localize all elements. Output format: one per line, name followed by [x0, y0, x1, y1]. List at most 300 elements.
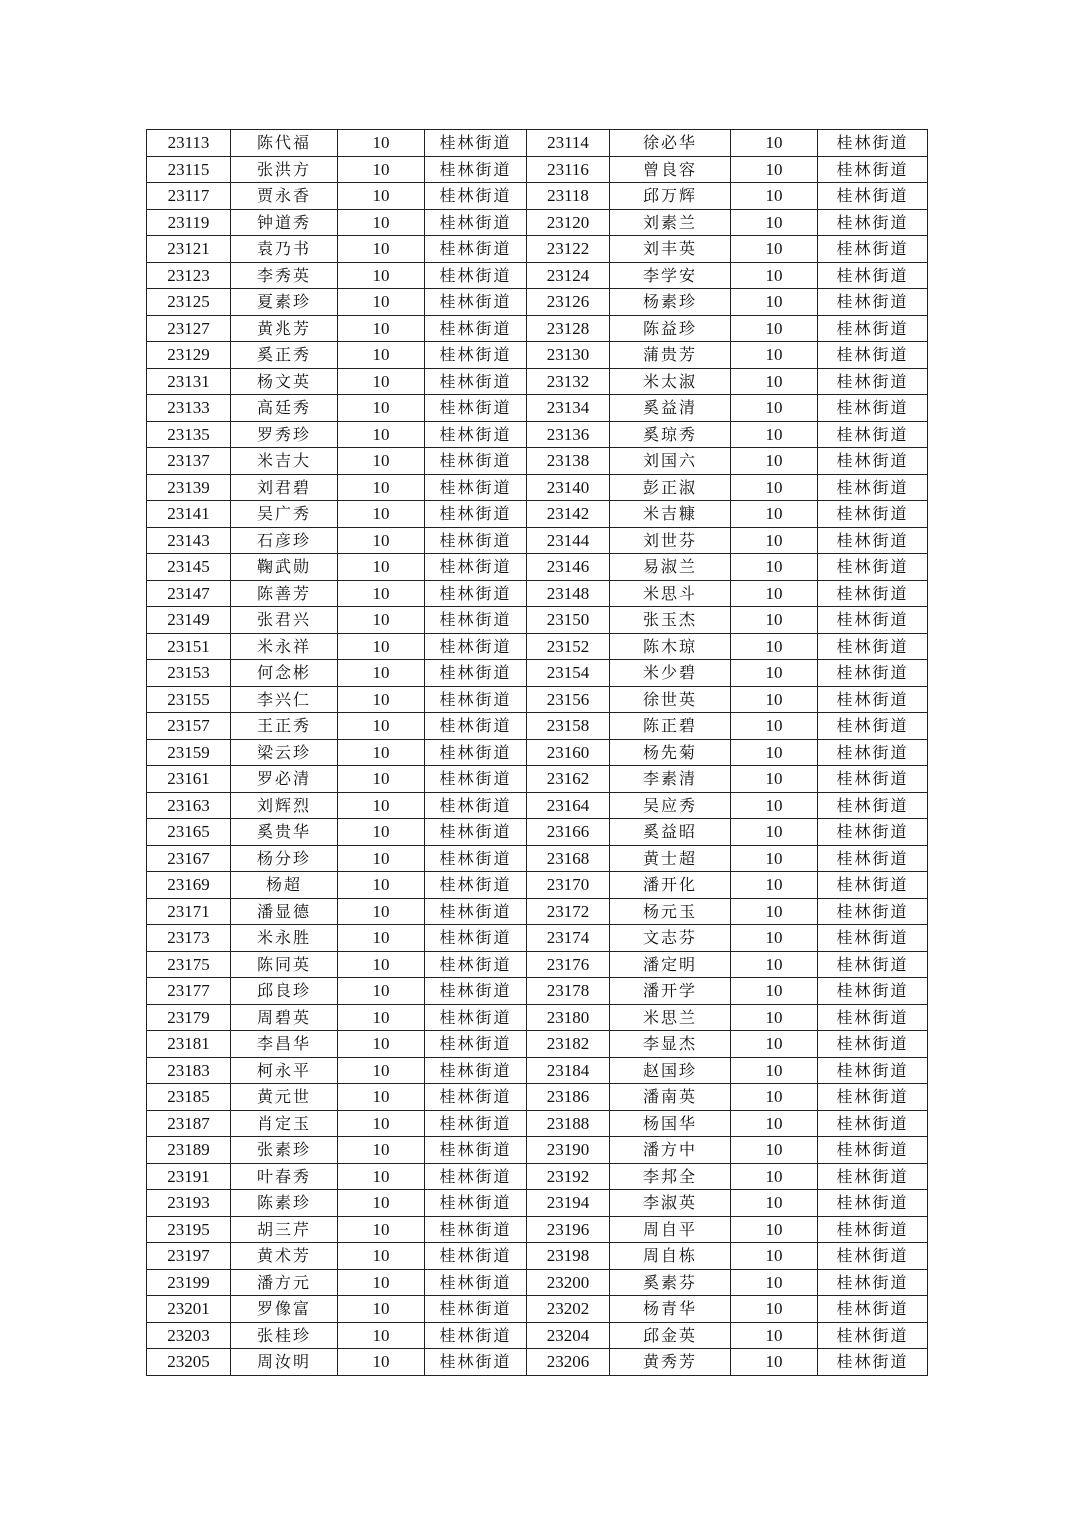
name-cell: 钟道秀 — [231, 209, 338, 236]
table-row — [147, 925, 928, 952]
area-cell: 桂林街道 — [425, 819, 527, 846]
area-cell: 桂林街道 — [818, 978, 928, 1005]
area-cell: 桂林街道 — [425, 580, 527, 607]
table-row — [147, 1216, 928, 1243]
amount-cell: 10 — [731, 236, 818, 263]
table-row — [147, 209, 928, 236]
amount-cell: 10 — [731, 925, 818, 952]
area-cell: 桂林街道 — [818, 1057, 928, 1084]
area-cell: 桂林街道 — [818, 501, 928, 528]
table-row — [147, 289, 928, 316]
amount-cell: 10 — [731, 713, 818, 740]
table-row — [147, 501, 928, 528]
amount-cell: 10 — [338, 739, 425, 766]
name-cell: 米太淑 — [610, 368, 731, 395]
table-row — [147, 1349, 928, 1376]
table-row — [147, 395, 928, 422]
name-cell: 刘国六 — [610, 448, 731, 475]
amount-cell: 10 — [731, 845, 818, 872]
id-cell: 23152 — [527, 633, 610, 660]
id-cell: 23171 — [147, 898, 231, 925]
id-cell: 23167 — [147, 845, 231, 872]
id-cell: 23153 — [147, 660, 231, 687]
amount-cell: 10 — [731, 501, 818, 528]
table-row — [147, 1296, 928, 1323]
name-cell: 李素清 — [610, 766, 731, 793]
roster-body — [147, 130, 928, 1376]
amount-cell: 10 — [338, 209, 425, 236]
area-cell: 桂林街道 — [425, 289, 527, 316]
amount-cell: 10 — [731, 633, 818, 660]
name-cell: 蒲贵芳 — [610, 342, 731, 369]
amount-cell: 10 — [338, 951, 425, 978]
amount-cell: 10 — [731, 1243, 818, 1270]
name-cell: 陈同英 — [231, 951, 338, 978]
id-cell: 23187 — [147, 1110, 231, 1137]
amount-cell: 10 — [731, 1269, 818, 1296]
table-row — [147, 872, 928, 899]
id-cell: 23176 — [527, 951, 610, 978]
amount-cell: 10 — [731, 448, 818, 475]
table-row — [147, 236, 928, 263]
amount-cell: 10 — [338, 1137, 425, 1164]
area-cell: 桂林街道 — [818, 209, 928, 236]
table-row — [147, 1322, 928, 1349]
amount-cell: 10 — [731, 951, 818, 978]
area-cell: 桂林街道 — [425, 1163, 527, 1190]
amount-cell: 10 — [731, 368, 818, 395]
area-cell: 桂林街道 — [425, 739, 527, 766]
id-cell: 23188 — [527, 1110, 610, 1137]
area-cell: 桂林街道 — [818, 156, 928, 183]
name-cell: 何念彬 — [231, 660, 338, 687]
amount-cell: 10 — [338, 501, 425, 528]
name-cell: 米少碧 — [610, 660, 731, 687]
area-cell: 桂林街道 — [818, 342, 928, 369]
amount-cell: 10 — [731, 421, 818, 448]
area-cell: 桂林街道 — [425, 1084, 527, 1111]
id-cell: 23121 — [147, 236, 231, 263]
id-cell: 23143 — [147, 527, 231, 554]
name-cell: 潘方元 — [231, 1269, 338, 1296]
amount-cell: 10 — [731, 686, 818, 713]
table-row — [147, 898, 928, 925]
id-cell: 23130 — [527, 342, 610, 369]
amount-cell: 10 — [338, 1110, 425, 1137]
area-cell: 桂林街道 — [818, 951, 928, 978]
amount-cell: 10 — [731, 1137, 818, 1164]
amount-cell: 10 — [731, 607, 818, 634]
id-cell: 23118 — [527, 183, 610, 210]
area-cell: 桂林街道 — [425, 421, 527, 448]
area-cell: 桂林街道 — [818, 686, 928, 713]
table-row — [147, 1243, 928, 1270]
area-cell: 桂林街道 — [818, 1243, 928, 1270]
name-cell: 奚正秀 — [231, 342, 338, 369]
table-row — [147, 156, 928, 183]
id-cell: 23191 — [147, 1163, 231, 1190]
area-cell: 桂林街道 — [818, 1084, 928, 1111]
amount-cell: 10 — [731, 1296, 818, 1323]
name-cell: 米吉大 — [231, 448, 338, 475]
name-cell: 张桂珍 — [231, 1322, 338, 1349]
amount-cell: 10 — [338, 819, 425, 846]
amount-cell: 10 — [338, 1296, 425, 1323]
area-cell: 桂林街道 — [818, 1269, 928, 1296]
id-cell: 23166 — [527, 819, 610, 846]
area-cell: 桂林街道 — [425, 845, 527, 872]
area-cell: 桂林街道 — [818, 527, 928, 554]
area-cell: 桂林街道 — [425, 527, 527, 554]
name-cell: 黄士超 — [610, 845, 731, 872]
id-cell: 23174 — [527, 925, 610, 952]
name-cell: 胡三芹 — [231, 1216, 338, 1243]
table-row — [147, 183, 928, 210]
name-cell: 杨先菊 — [610, 739, 731, 766]
amount-cell: 10 — [338, 660, 425, 687]
table-row — [147, 580, 928, 607]
id-cell: 23125 — [147, 289, 231, 316]
area-cell: 桂林街道 — [818, 1190, 928, 1217]
id-cell: 23124 — [527, 262, 610, 289]
amount-cell: 10 — [338, 342, 425, 369]
area-cell: 桂林街道 — [425, 633, 527, 660]
amount-cell: 10 — [338, 1031, 425, 1058]
id-cell: 23144 — [527, 527, 610, 554]
amount-cell: 10 — [731, 660, 818, 687]
area-cell: 桂林街道 — [425, 395, 527, 422]
amount-cell: 10 — [731, 289, 818, 316]
amount-cell: 10 — [338, 633, 425, 660]
name-cell: 文志芬 — [610, 925, 731, 952]
id-cell: 23172 — [527, 898, 610, 925]
area-cell: 桂林街道 — [425, 130, 527, 157]
id-cell: 23135 — [147, 421, 231, 448]
name-cell: 梁云珍 — [231, 739, 338, 766]
amount-cell: 10 — [338, 845, 425, 872]
table-row — [147, 633, 928, 660]
area-cell: 桂林街道 — [425, 315, 527, 342]
id-cell: 23146 — [527, 554, 610, 581]
area-cell: 桂林街道 — [818, 580, 928, 607]
area-cell: 桂林街道 — [818, 925, 928, 952]
id-cell: 23134 — [527, 395, 610, 422]
amount-cell: 10 — [731, 209, 818, 236]
area-cell: 桂林街道 — [818, 1004, 928, 1031]
name-cell: 黄元世 — [231, 1084, 338, 1111]
area-cell: 桂林街道 — [425, 1322, 527, 1349]
area-cell: 桂林街道 — [818, 660, 928, 687]
name-cell: 陈正碧 — [610, 713, 731, 740]
name-cell: 刘素兰 — [610, 209, 731, 236]
amount-cell: 10 — [731, 978, 818, 1005]
name-cell: 杨文英 — [231, 368, 338, 395]
id-cell: 23133 — [147, 395, 231, 422]
table-row — [147, 792, 928, 819]
table-row — [147, 951, 928, 978]
area-cell: 桂林街道 — [425, 156, 527, 183]
name-cell: 杨分珍 — [231, 845, 338, 872]
name-cell: 贾永香 — [231, 183, 338, 210]
area-cell: 桂林街道 — [425, 766, 527, 793]
name-cell: 李邦全 — [610, 1163, 731, 1190]
area-cell: 桂林街道 — [425, 1296, 527, 1323]
id-cell: 23205 — [147, 1349, 231, 1376]
area-cell: 桂林街道 — [425, 792, 527, 819]
amount-cell: 10 — [338, 792, 425, 819]
amount-cell: 10 — [338, 156, 425, 183]
area-cell: 桂林街道 — [425, 1349, 527, 1376]
amount-cell: 10 — [731, 315, 818, 342]
id-cell: 23182 — [527, 1031, 610, 1058]
id-cell: 23147 — [147, 580, 231, 607]
area-cell: 桂林街道 — [425, 713, 527, 740]
name-cell: 肖定玉 — [231, 1110, 338, 1137]
area-cell: 桂林街道 — [818, 262, 928, 289]
table-row — [147, 1269, 928, 1296]
table-row — [147, 474, 928, 501]
name-cell: 潘开化 — [610, 872, 731, 899]
id-cell: 23126 — [527, 289, 610, 316]
name-cell: 罗秀珍 — [231, 421, 338, 448]
id-cell: 23145 — [147, 554, 231, 581]
id-cell: 23129 — [147, 342, 231, 369]
name-cell: 张素珍 — [231, 1137, 338, 1164]
amount-cell: 10 — [731, 1349, 818, 1376]
name-cell: 潘定明 — [610, 951, 731, 978]
name-cell: 杨元玉 — [610, 898, 731, 925]
amount-cell: 10 — [731, 766, 818, 793]
area-cell: 桂林街道 — [425, 1243, 527, 1270]
id-cell: 23162 — [527, 766, 610, 793]
id-cell: 23141 — [147, 501, 231, 528]
id-cell: 23192 — [527, 1163, 610, 1190]
name-cell: 黄术芳 — [231, 1243, 338, 1270]
name-cell: 张洪方 — [231, 156, 338, 183]
id-cell: 23173 — [147, 925, 231, 952]
area-cell: 桂林街道 — [818, 1163, 928, 1190]
id-cell: 23168 — [527, 845, 610, 872]
id-cell: 23175 — [147, 951, 231, 978]
table-row — [147, 686, 928, 713]
area-cell: 桂林街道 — [425, 474, 527, 501]
name-cell: 邱万辉 — [610, 183, 731, 210]
id-cell: 23150 — [527, 607, 610, 634]
id-cell: 23201 — [147, 1296, 231, 1323]
id-cell: 23157 — [147, 713, 231, 740]
roster-table — [146, 129, 928, 1376]
area-cell: 桂林街道 — [818, 766, 928, 793]
area-cell: 桂林街道 — [425, 183, 527, 210]
id-cell: 23131 — [147, 368, 231, 395]
name-cell: 奚益昭 — [610, 819, 731, 846]
name-cell: 陈益珍 — [610, 315, 731, 342]
area-cell: 桂林街道 — [818, 792, 928, 819]
area-cell: 桂林街道 — [818, 1216, 928, 1243]
id-cell: 23185 — [147, 1084, 231, 1111]
id-cell: 23204 — [527, 1322, 610, 1349]
id-cell: 23202 — [527, 1296, 610, 1323]
name-cell: 潘开学 — [610, 978, 731, 1005]
amount-cell: 10 — [731, 130, 818, 157]
table-row — [147, 262, 928, 289]
amount-cell: 10 — [338, 925, 425, 952]
id-cell: 23136 — [527, 421, 610, 448]
id-cell: 23139 — [147, 474, 231, 501]
name-cell: 米吉糠 — [610, 501, 731, 528]
name-cell: 鞠武勋 — [231, 554, 338, 581]
amount-cell: 10 — [731, 395, 818, 422]
name-cell: 刘君碧 — [231, 474, 338, 501]
table-row — [147, 342, 928, 369]
table-row — [147, 845, 928, 872]
table-row — [147, 713, 928, 740]
area-cell: 桂林街道 — [818, 1349, 928, 1376]
amount-cell: 10 — [731, 1057, 818, 1084]
name-cell: 奚益清 — [610, 395, 731, 422]
amount-cell: 10 — [338, 554, 425, 581]
amount-cell: 10 — [731, 1110, 818, 1137]
id-cell: 23149 — [147, 607, 231, 634]
id-cell: 23116 — [527, 156, 610, 183]
id-cell: 23186 — [527, 1084, 610, 1111]
id-cell: 23115 — [147, 156, 231, 183]
name-cell: 周汝明 — [231, 1349, 338, 1376]
name-cell: 李淑英 — [610, 1190, 731, 1217]
area-cell: 桂林街道 — [425, 925, 527, 952]
amount-cell: 10 — [731, 554, 818, 581]
amount-cell: 10 — [338, 686, 425, 713]
id-cell: 23140 — [527, 474, 610, 501]
id-cell: 23137 — [147, 448, 231, 475]
amount-cell: 10 — [338, 978, 425, 1005]
amount-cell: 10 — [338, 421, 425, 448]
name-cell: 周自平 — [610, 1216, 731, 1243]
amount-cell: 10 — [731, 527, 818, 554]
name-cell: 潘方中 — [610, 1137, 731, 1164]
name-cell: 李兴仁 — [231, 686, 338, 713]
name-cell: 叶春秀 — [231, 1163, 338, 1190]
amount-cell: 10 — [731, 156, 818, 183]
name-cell: 李昌华 — [231, 1031, 338, 1058]
amount-cell: 10 — [338, 898, 425, 925]
id-cell: 23200 — [527, 1269, 610, 1296]
area-cell: 桂林街道 — [425, 448, 527, 475]
area-cell: 桂林街道 — [818, 421, 928, 448]
name-cell: 邱金英 — [610, 1322, 731, 1349]
amount-cell: 10 — [338, 236, 425, 263]
amount-cell: 10 — [731, 739, 818, 766]
amount-cell: 10 — [731, 898, 818, 925]
area-cell: 桂林街道 — [818, 1031, 928, 1058]
id-cell: 23178 — [527, 978, 610, 1005]
id-cell: 23179 — [147, 1004, 231, 1031]
name-cell: 罗必清 — [231, 766, 338, 793]
table-row — [147, 1190, 928, 1217]
id-cell: 23180 — [527, 1004, 610, 1031]
area-cell: 桂林街道 — [818, 819, 928, 846]
name-cell: 黄兆芳 — [231, 315, 338, 342]
id-cell: 23138 — [527, 448, 610, 475]
area-cell: 桂林街道 — [818, 898, 928, 925]
amount-cell: 10 — [338, 1349, 425, 1376]
amount-cell: 10 — [731, 1031, 818, 1058]
table-row — [147, 660, 928, 687]
id-cell: 23193 — [147, 1190, 231, 1217]
amount-cell: 10 — [338, 262, 425, 289]
name-cell: 李显杰 — [610, 1031, 731, 1058]
name-cell: 张玉杰 — [610, 607, 731, 634]
name-cell: 徐世英 — [610, 686, 731, 713]
amount-cell: 10 — [338, 1243, 425, 1270]
id-cell: 23184 — [527, 1057, 610, 1084]
area-cell: 桂林街道 — [818, 845, 928, 872]
area-cell: 桂林街道 — [818, 183, 928, 210]
name-cell: 米永祥 — [231, 633, 338, 660]
amount-cell: 10 — [731, 580, 818, 607]
amount-cell: 10 — [338, 289, 425, 316]
name-cell: 袁乃书 — [231, 236, 338, 263]
name-cell: 彭正淑 — [610, 474, 731, 501]
amount-cell: 10 — [338, 183, 425, 210]
id-cell: 23198 — [527, 1243, 610, 1270]
area-cell: 桂林街道 — [818, 315, 928, 342]
id-cell: 23114 — [527, 130, 610, 157]
amount-cell: 10 — [731, 342, 818, 369]
id-cell: 23122 — [527, 236, 610, 263]
area-cell: 桂林街道 — [818, 633, 928, 660]
id-cell: 23164 — [527, 792, 610, 819]
area-cell: 桂林街道 — [818, 713, 928, 740]
table-row — [147, 1057, 928, 1084]
id-cell: 23113 — [147, 130, 231, 157]
name-cell: 吴广秀 — [231, 501, 338, 528]
name-cell: 杨青华 — [610, 1296, 731, 1323]
table-row — [147, 1110, 928, 1137]
area-cell: 桂林街道 — [425, 660, 527, 687]
table-row — [147, 1031, 928, 1058]
id-cell: 23154 — [527, 660, 610, 687]
area-cell: 桂林街道 — [818, 368, 928, 395]
id-cell: 23161 — [147, 766, 231, 793]
amount-cell: 10 — [338, 130, 425, 157]
id-cell: 23196 — [527, 1216, 610, 1243]
name-cell: 李秀英 — [231, 262, 338, 289]
amount-cell: 10 — [731, 1190, 818, 1217]
amount-cell: 10 — [731, 1084, 818, 1111]
table-row — [147, 527, 928, 554]
area-cell: 桂林街道 — [818, 1110, 928, 1137]
amount-cell: 10 — [338, 1163, 425, 1190]
area-cell: 桂林街道 — [818, 474, 928, 501]
area-cell: 桂林街道 — [425, 978, 527, 1005]
area-cell: 桂林街道 — [425, 1190, 527, 1217]
amount-cell: 10 — [731, 819, 818, 846]
id-cell: 23199 — [147, 1269, 231, 1296]
amount-cell: 10 — [338, 580, 425, 607]
amount-cell: 10 — [338, 872, 425, 899]
area-cell: 桂林街道 — [425, 1004, 527, 1031]
area-cell: 桂林街道 — [425, 872, 527, 899]
name-cell: 刘辉烈 — [231, 792, 338, 819]
area-cell: 桂林街道 — [425, 262, 527, 289]
area-cell: 桂林街道 — [425, 898, 527, 925]
name-cell: 杨超 — [231, 872, 338, 899]
name-cell: 陈素珍 — [231, 1190, 338, 1217]
id-cell: 23190 — [527, 1137, 610, 1164]
area-cell: 桂林街道 — [425, 554, 527, 581]
id-cell: 23127 — [147, 315, 231, 342]
